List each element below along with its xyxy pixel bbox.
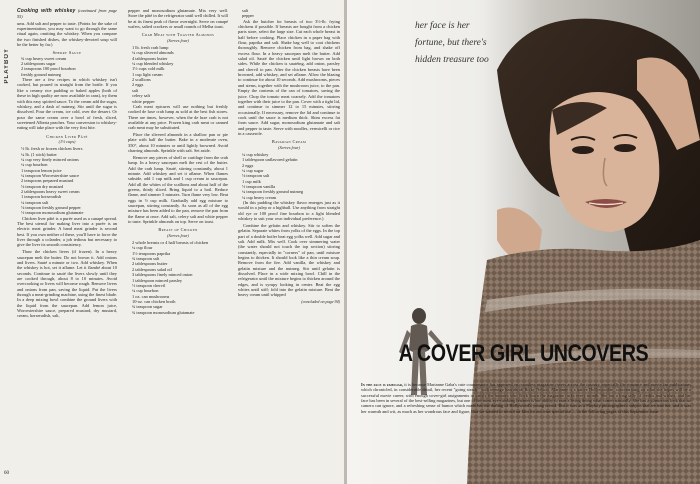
article-intro [361, 382, 691, 414]
right-page [347, 0, 700, 484]
ingredient-list [128, 45, 228, 104]
magazine-side-label: PLAYBOY [4, 48, 10, 84]
article-column-1 [17, 8, 117, 474]
body-paragraph: There are a few recipes in which whiskey isn't cooked, but poured in straight from the bottle. If you like a creamy rice pudding or baked apples (both of these in high quality are now available in cans), try them with this easy spirited sauce. To the cream add the sugar, whiskey, and a dash of nutmeg. Stir until the sugar is dissolved. Pour the cream, ice cold, over the dessert. Or pour the same cream over a bowl of fresh, sliced, sweetened Alberta peaches. Your conversion to whiskey-eating will take place with the very first bite. [17, 77, 117, 131]
ingredient-item: 1½ cups cold milk [132, 66, 165, 72]
column-1-body [17, 21, 117, 319]
left-page [0, 0, 345, 484]
recipe-title: Breast of Chicken [158, 227, 198, 233]
ingredient-item: celery salt [132, 93, 150, 99]
ingredient-item: ½ teaspoon monosodium glutamate [21, 210, 84, 216]
ingredient-item: 2 tablespoons sugar [21, 61, 56, 67]
ingredient-item: ⅛ teaspoon dry mustard [21, 183, 64, 189]
page-number: 60 [4, 471, 9, 476]
ingredient-item: ¼ teaspoon freshly ground nutmeg [242, 189, 304, 195]
ingredient-item: freshly ground nutmeg [21, 71, 61, 77]
recipe-yield: (Serves four) [278, 144, 300, 150]
body-paragraph: Chicken liver pâté is a purée used as a canapé spread. The best utensil for making liver into a purée is an electric meat grinder. A hand meat grinder is second best. If you own neither of these, you'll have to force the liver through a colander, a job tedious but necessary to give the liver its smooth consistency. [17, 215, 117, 248]
article-column-2 [128, 8, 228, 474]
article-column-3 [238, 8, 340, 474]
ingredient-item: ¾ teaspoon sugar [132, 304, 163, 310]
running-head-note: (continued from page 55) [17, 8, 117, 20]
recipe-title: Crab Meat with Toasted Almonds [141, 32, 215, 38]
ingredient-item: ⅛ teaspoon salt [242, 173, 270, 179]
ingredient-item: white pepper [132, 98, 155, 104]
ingredient-item: 2 whole breasts or 4 half breasts of chicken [132, 240, 209, 246]
ingredient-item: 1 cup milk [242, 178, 261, 184]
recipe-title: Sherry Sauce [52, 50, 82, 56]
ingredient-item: 10-oz. can chicken broth [132, 298, 176, 304]
ingredient-item: ¾ teaspoon salt [132, 256, 160, 262]
ingredient-item: 2 tablespoons heavy sweet cream [21, 189, 80, 194]
ingredient-item: ¼ cup bourbon [21, 162, 48, 168]
ingredient-item: salt [132, 87, 139, 93]
ingredient-item: ¼ lb. (1 stick) butter [21, 151, 57, 157]
body-paragraph: Place the slivered almonds in a shallow pan or pie plate with half the butter. Bake in a moderate oven, 350°, about 10 minutes or until lightly browned. Avoid charring almonds. Sprinkle with salt. Set aside. [128, 132, 228, 154]
ingredient-item: ⅛ teaspoon freshly ground pepper [21, 205, 81, 211]
ingredient-item: 2 teaspoons prepared mustard [21, 178, 74, 184]
ingredient-item: 3 tablespoons finely minced onion [132, 272, 193, 278]
body-paragraph: Crab meat epicures will use nothing but freshly cooked de luxe crab lump as sold at the best fish stores. There are times, however, when the de luxe crab is not available at any price. Frozen king crab meat or canned crab meat may be substituted. [128, 103, 228, 131]
ingredient-item: 2 teaspoons 100 proof bourbon [21, 66, 76, 72]
body-paragraph: Remove any pieces of shell or cartilage from the crab lump. In a heavy saucepan melt the rest of the butter. Add the crab lump. Sauté, stirring constantly, about 1 minute. Add whiskey and set it aflame. When flames subside, add 1 cup milk and 1 cup cream to saucepan. Add all the whites of the scallions and about half of the greens, thinly sliced. Bring liquid to a boil. Reduce flame, and simmer 5 minutes. Turn flame very low. Beat eggs in ½ cup milk. Gradually add egg mixture to saucepan, stirring constantly. As soon as all of the egg mixture has been added to the pan, remove the pan from the flame at once. Add salt, celery salt and white pepper to taste. Sprinkle almonds on top. Serve on toast. [128, 154, 228, 225]
body-paragraph: pepper and monosodium glutamate. Mix very well. Store the pâté in the refrigerator until well chilled. It will be at its finest peak of flavor overnight. Serve on canapé wafers, salted crackers or small rounds of Melba toast. [128, 8, 228, 30]
ingredient-item: ½ teaspoon chervil [132, 282, 166, 288]
column-3-body [238, 8, 340, 305]
article-intro-text: it is because Marianne Gaba's cute countenance has appeared on countless magazine covers across the country, especially the romance and movie fan publications which chronicled, in considerable detail, her recent "going steady" with teenage heartthrob Ricky Nelson. Marianne is a native Hollywoodite, concentrating on what she hopes will be a successful movie career, with enough cover-girl assignments to satisfy the bunnies who flock down the magazine racks every month. She has a long tally of credits and wishes, and her face has been in several of the best-selling magazines, but one of her most eye-catching features is her ability to earn a living doing what comes naturally. She has a glamorous look that no camera can ignore, and a refreshing sense of humor which made her the darling of Hollywood's young crowd. But it was as a Playboy photographer's subject that we met her, and it was her warmth and wit, as much as her wondrous face and figure, that we wanted to record on film for our own special use — in the following pages of this September issue. [361, 382, 691, 414]
body-paragraph: Ask the butcher for breasts of two 3½-lb. frying chickens if possible. If breasts are bought from a chicken parts store, select the large size. Cut each whole breast in half before cooking. Place chicken in a paper bag with flour, paprika and salt. Shake bag well to coat chickens thoroughly. Remove chicken from bag, and shake off excess flour. In a heavy saucepan melt the butter. Add salad oil. Sauté the chicken until light brown on both sides. While the chicken is sautéing, add onion, parsley and chervil to pan. After the chicken breasts have been browned, add whiskey, and set aflame. Allow the blazing to continue for about 10 seconds. Add mushrooms, pieces and stems, together with the mushroom juice, to the pan. Empty the contents of the can of tomatoes, saving the juice. Chop the tomato meat coarsely. Add the tomatoes together with their juice to the pan. Cover with a tight lid, and continue to simmer 12 to 15 minutes, stirring occasionally. If necessary, remove the lid and continue to cook until the sauce is medium thick. Skim excess fat from sauce. Add sugar, monosodium glutamate and salt and pepper to taste. Serve with noodles, vermicelli or rice in a casserole. [238, 18, 340, 136]
body-paragraph: (In this pudding the whiskey flavor emerges just as it would in a julep or a highball. Use anything from straight old rye or 100 proof fine bourbon to a light blended whiskey to suit your own individual preference.) [238, 200, 340, 222]
ingredient-item: 2 tablespoons butter [132, 261, 168, 267]
ingredient-list [128, 240, 228, 315]
running-head [17, 8, 117, 20]
ingredient-item: 1 oz. can mushrooms [132, 293, 170, 299]
ingredient-item: ¼ teaspoon Worcestershire sauce [21, 172, 80, 178]
ingredient-list [17, 56, 117, 77]
ingredient-item: 2 tablespoons salad oil [132, 266, 172, 272]
ingredient-item: 1 teaspoon horseradish [21, 194, 62, 200]
body-paragraph: Thaw the chicken livers (if frozen). In a heavy saucepan melt the butter. Do not brown it. Add onions and livers. Sauté a minute or two. Add whiskey. When the whiskey is hot, set it aflame. Let it flambé about 10 seconds. Continue to sauté the livers slowly until they are cooked through, about 8 to 10 minutes. Avoid overcooking or livers will become rough. Remove livers and onions from pan, saving the liquid. Put the livers through a meat-grinding machine, using the finest blade. In a deep mixing bowl combine the ground livers with the liquid from the saucepan. Add lemon juice, Worcestershire sauce, prepared mustard, dry mustard, cream, horseradish, salt, [17, 249, 117, 319]
article-headline: A COVER GIRL UNCOVERS [398, 340, 649, 367]
tagline-line: hidden treasure too [415, 55, 489, 65]
ingredient-item: ¼ cup flour [132, 245, 153, 251]
ingredient-item: 2 eggs [132, 82, 144, 88]
body-paragraph: ums. Add salt and pepper to taste. (Points for the sake of experimentation, you may want to go through the same ritual again, omitting the whiskey. When you compare the two finished dishes, the whiskey-devoted soup will be the better by far.) [17, 20, 117, 48]
tagline [415, 18, 505, 69]
recipe-title: Chicken Liver Pâté [46, 133, 88, 139]
ingredient-item: 2 scallions [132, 77, 151, 83]
ingredient-list [238, 152, 340, 200]
ingredient-item: ¾ cup heavy sweet cream [21, 55, 67, 61]
ingredient-item: ¼ cup whiskey [242, 151, 269, 157]
ingredient-item: ½ teaspoon vanilla [242, 184, 276, 189]
ingredient-item: ¼ cup sugar [242, 167, 264, 173]
ingredient-item: 1 cup light cream [132, 71, 163, 77]
ingredient-item: 1 tablespoon minced parsley [132, 277, 183, 283]
column-2-body [128, 8, 228, 315]
recipe-yield: (Serves four) [167, 37, 189, 43]
ingredient-item: ¼ cup bourbon [132, 288, 159, 294]
ingredient-item: 1½ teaspoons paprika [132, 250, 171, 256]
ingredient-item: salt [242, 8, 249, 13]
ingredient-item: ¾ teaspoon monosodium glutamate [132, 309, 195, 315]
ingredient-item: pepper [242, 13, 254, 19]
ingredient-item: ¼ cup heavy cream [242, 194, 277, 200]
ingredient-item: ¼ cup slivered almonds [132, 50, 174, 56]
article-intro-lead: In the face is familiar, [361, 382, 404, 387]
ingredient-item: ¼ teaspoon salt [21, 199, 49, 205]
continuation-note: (concluded on page 94) [301, 299, 340, 305]
ingredient-item: ½ lb. fresh or frozen chicken livers [21, 146, 83, 152]
ingredient-item: 1 tablespoon unflavored gelatin [242, 157, 298, 163]
ingredient-item: 1 lb. fresh crab lump [132, 45, 169, 51]
ingredient-item: 4 tablespoons butter [132, 55, 168, 61]
ingredient-list [238, 8, 340, 19]
tagline-line: fortune, but there's [415, 38, 487, 48]
recipe-yield: (1½ cups) [58, 138, 76, 144]
ingredient-list [17, 146, 117, 215]
ingredient-item: ¼ cup blended whiskey [132, 61, 174, 67]
body-paragraph: Combine the gelatin and whiskey. Stir to soften the gelatin. Separate whites from yolks of the eggs. In the top part of a double boiler beat egg yolks well. Add sugar and salt. Add milk. Mix well. Cook over simmering water (the water should not touch the top section) stirring constantly, especially in "corners" of pan, until mixture begins to thicken. It should look like a thin cream soup. Remove from the fire. Add vanilla, the whiskey and gelatin mixture and the nutmeg. Stir until gelatin is dissolved. Place in a wide mixing bowl. Chill in the refrigerator until the mixture begins to thicken around the edges, and is syrupy looking in center. Beat the egg whites until stiff; fold into the gelatin mixture. Beat the heavy cream until whipped [238, 222, 340, 298]
recipe-yield: (Serves four) [167, 232, 189, 238]
recipe-title: Bavarian Cream [271, 139, 307, 145]
ingredient-item: 2 eggs [242, 162, 254, 168]
ingredient-item: ¼ cup very finely minced onions [21, 156, 79, 162]
running-head-title: Cooking with whiskey [17, 8, 76, 14]
tagline-line: her face is her [415, 21, 470, 31]
ingredient-item: 1 teaspoon lemon juice [21, 167, 62, 173]
